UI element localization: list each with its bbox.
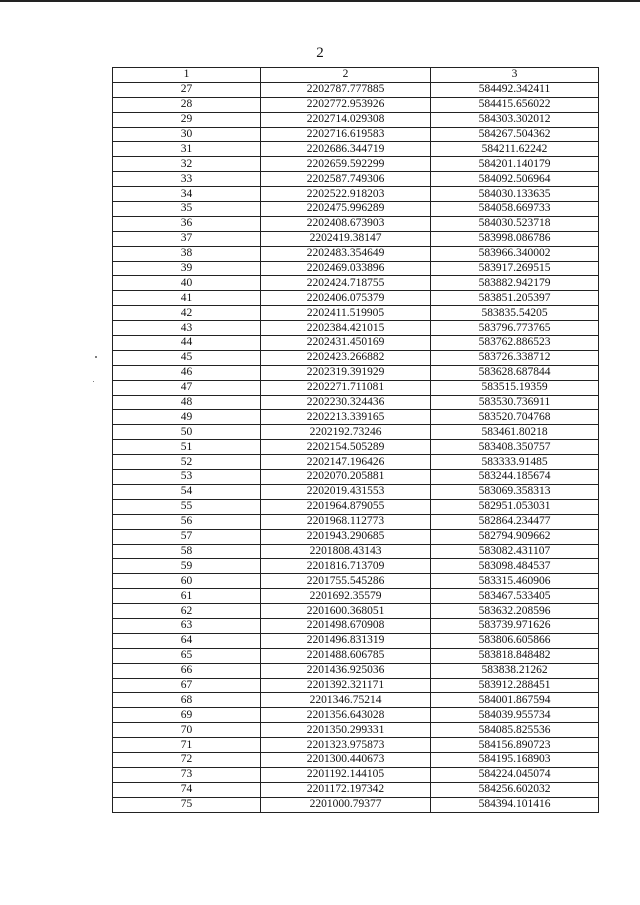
- table-row: [113, 470, 599, 485]
- x-coordinate-cell: 2201496.831319: [261, 633, 431, 648]
- y-coordinate-cell: 582951.053031: [431, 499, 599, 514]
- point-number-cell: 64: [113, 633, 261, 648]
- table-row: [113, 752, 599, 767]
- x-coordinate-cell: 2201488.606785: [261, 648, 431, 663]
- x-coordinate-cell: 2202587.749306: [261, 172, 431, 187]
- table-row: [113, 172, 599, 187]
- x-coordinate-cell: 2201755.545286: [261, 574, 431, 589]
- y-coordinate-cell: 583806.605866: [431, 633, 599, 648]
- point-number-cell: 48: [113, 395, 261, 410]
- x-coordinate-cell: 2201392.321171: [261, 678, 431, 693]
- point-number-cell: 72: [113, 752, 261, 767]
- x-coordinate-cell: 2202406.075379: [261, 291, 431, 306]
- y-coordinate-cell: 584195.168903: [431, 752, 599, 767]
- x-coordinate-cell: 2201692.35579: [261, 589, 431, 604]
- table-row: [113, 321, 599, 336]
- y-coordinate-cell: 583069.358313: [431, 484, 599, 499]
- point-number-cell: 39: [113, 261, 261, 276]
- x-coordinate-cell: 2202419.38147: [261, 231, 431, 246]
- y-coordinate-cell: 583838.21262: [431, 663, 599, 678]
- x-coordinate-cell: 2201943.290685: [261, 529, 431, 544]
- table-row: [113, 127, 599, 142]
- y-coordinate-cell: 584492.342411: [431, 82, 599, 97]
- table-body: [113, 82, 599, 812]
- point-number-cell: 40: [113, 276, 261, 291]
- y-coordinate-cell: 583796.773765: [431, 321, 599, 336]
- y-coordinate-cell: 582864.234477: [431, 514, 599, 529]
- point-number-cell: 30: [113, 127, 261, 142]
- y-coordinate-cell: 583726.338712: [431, 350, 599, 365]
- table-header-row: [113, 68, 599, 83]
- x-coordinate-cell: 2202154.505289: [261, 440, 431, 455]
- y-coordinate-cell: 583998.086786: [431, 231, 599, 246]
- y-coordinate-cell: 583244.185674: [431, 470, 599, 485]
- x-coordinate-cell: 2201172.197342: [261, 782, 431, 797]
- y-coordinate-cell: 583333.91485: [431, 455, 599, 470]
- point-number-cell: 34: [113, 187, 261, 202]
- y-coordinate-cell: 584267.504362: [431, 127, 599, 142]
- column-header-2: 2: [261, 68, 431, 83]
- y-coordinate-cell: 583082.431107: [431, 544, 599, 559]
- table-row: [113, 291, 599, 306]
- y-coordinate-cell: 583966.340002: [431, 246, 599, 261]
- y-coordinate-cell: 584058.669733: [431, 202, 599, 217]
- x-coordinate-cell: 2202384.421015: [261, 321, 431, 336]
- table-row: [113, 559, 599, 574]
- x-coordinate-cell: 2201600.368051: [261, 604, 431, 619]
- y-coordinate-cell: 584085.825536: [431, 723, 599, 738]
- point-number-cell: 46: [113, 365, 261, 380]
- x-coordinate-cell: 2202483.354649: [261, 246, 431, 261]
- point-number-cell: 51: [113, 440, 261, 455]
- y-coordinate-cell: 583835.54205: [431, 306, 599, 321]
- point-number-cell: 27: [113, 82, 261, 97]
- table-row: [113, 738, 599, 753]
- y-coordinate-cell: 584211.62242: [431, 142, 599, 157]
- point-number-cell: 67: [113, 678, 261, 693]
- point-number-cell: 60: [113, 574, 261, 589]
- point-number-cell: 73: [113, 767, 261, 782]
- point-number-cell: 54: [113, 484, 261, 499]
- table-row: [113, 410, 599, 425]
- table-row: [113, 187, 599, 202]
- y-coordinate-cell: 584415.656022: [431, 97, 599, 112]
- y-coordinate-cell: 583632.208596: [431, 604, 599, 619]
- y-coordinate-cell: 584256.602032: [431, 782, 599, 797]
- point-number-cell: 31: [113, 142, 261, 157]
- y-coordinate-cell: 582794.909662: [431, 529, 599, 544]
- y-coordinate-cell: 583098.484537: [431, 559, 599, 574]
- point-number-cell: 59: [113, 559, 261, 574]
- y-coordinate-cell: 584030.133635: [431, 187, 599, 202]
- x-coordinate-cell: 2202522.918203: [261, 187, 431, 202]
- y-coordinate-cell: 583882.942179: [431, 276, 599, 291]
- point-number-cell: 63: [113, 618, 261, 633]
- point-number-cell: 75: [113, 797, 261, 812]
- x-coordinate-cell: 2202411.519905: [261, 306, 431, 321]
- table-row: [113, 97, 599, 112]
- point-number-cell: 49: [113, 410, 261, 425]
- table-row: [113, 499, 599, 514]
- table-row: [113, 484, 599, 499]
- point-number-cell: 56: [113, 514, 261, 529]
- point-number-cell: 70: [113, 723, 261, 738]
- table-row: [113, 246, 599, 261]
- point-number-cell: 65: [113, 648, 261, 663]
- top-border-line: [0, 0, 640, 2]
- x-coordinate-cell: 2202714.029308: [261, 112, 431, 127]
- point-number-cell: 37: [113, 231, 261, 246]
- table-row: [113, 336, 599, 351]
- x-coordinate-cell: 2201964.879055: [261, 499, 431, 514]
- y-coordinate-cell: 583912.288451: [431, 678, 599, 693]
- x-coordinate-cell: 2201323.975873: [261, 738, 431, 753]
- table-row: [113, 633, 599, 648]
- table-row: [113, 261, 599, 276]
- y-coordinate-cell: 583461.80218: [431, 425, 599, 440]
- x-coordinate-cell: 2202192.73246: [261, 425, 431, 440]
- x-coordinate-cell: 2202431.450169: [261, 336, 431, 351]
- y-coordinate-cell: 583851.205397: [431, 291, 599, 306]
- y-coordinate-cell: 584394.101416: [431, 797, 599, 812]
- y-coordinate-cell: 584156.890723: [431, 738, 599, 753]
- x-coordinate-cell: 2202019.431553: [261, 484, 431, 499]
- x-coordinate-cell: 2201346.75214: [261, 693, 431, 708]
- table-row: [113, 276, 599, 291]
- y-coordinate-cell: 584303.302012: [431, 112, 599, 127]
- x-coordinate-cell: 2202319.391929: [261, 365, 431, 380]
- x-coordinate-cell: 2201816.713709: [261, 559, 431, 574]
- x-coordinate-cell: 2201300.440673: [261, 752, 431, 767]
- x-coordinate-cell: 2201808.43143: [261, 544, 431, 559]
- x-coordinate-cell: 2202423.266882: [261, 350, 431, 365]
- x-coordinate-cell: 2201498.670908: [261, 618, 431, 633]
- table-row: [113, 589, 599, 604]
- y-coordinate-cell: 583515.19359: [431, 380, 599, 395]
- table-row: [113, 529, 599, 544]
- point-number-cell: 45: [113, 350, 261, 365]
- y-coordinate-cell: 584030.523718: [431, 216, 599, 231]
- x-coordinate-cell: 2201000.79377: [261, 797, 431, 812]
- table-row: [113, 782, 599, 797]
- y-coordinate-cell: 584201.140179: [431, 157, 599, 172]
- point-number-cell: 74: [113, 782, 261, 797]
- x-coordinate-cell: 2202475.996289: [261, 202, 431, 217]
- table-row: [113, 455, 599, 470]
- table-row: [113, 231, 599, 246]
- table-row: [113, 723, 599, 738]
- x-coordinate-cell: 2202716.619583: [261, 127, 431, 142]
- y-coordinate-cell: 583628.687844: [431, 365, 599, 380]
- x-coordinate-cell: 2202271.711081: [261, 380, 431, 395]
- x-coordinate-cell: 2202230.324436: [261, 395, 431, 410]
- point-number-cell: 47: [113, 380, 261, 395]
- point-number-cell: 38: [113, 246, 261, 261]
- table-row: [113, 306, 599, 321]
- table-row: [113, 440, 599, 455]
- point-number-cell: 36: [113, 216, 261, 231]
- table-row: [113, 112, 599, 127]
- x-coordinate-cell: 2202686.344719: [261, 142, 431, 157]
- table-row: [113, 767, 599, 782]
- x-coordinate-cell: 2202424.718755: [261, 276, 431, 291]
- point-number-cell: 35: [113, 202, 261, 217]
- point-number-cell: 33: [113, 172, 261, 187]
- x-coordinate-cell: 2202213.339165: [261, 410, 431, 425]
- point-number-cell: 44: [113, 336, 261, 351]
- table-row: [113, 350, 599, 365]
- x-coordinate-cell: 2202469.033896: [261, 261, 431, 276]
- table-row: [113, 618, 599, 633]
- table-row: [113, 216, 599, 231]
- y-coordinate-cell: 584092.506964: [431, 172, 599, 187]
- y-coordinate-cell: 584224.045074: [431, 767, 599, 782]
- point-number-cell: 66: [113, 663, 261, 678]
- table-row: [113, 202, 599, 217]
- point-number-cell: 71: [113, 738, 261, 753]
- point-number-cell: 52: [113, 455, 261, 470]
- point-number-cell: 42: [113, 306, 261, 321]
- y-coordinate-cell: 583739.971626: [431, 618, 599, 633]
- y-coordinate-cell: 583762.886523: [431, 336, 599, 351]
- y-coordinate-cell: 583315.460906: [431, 574, 599, 589]
- x-coordinate-cell: 2202787.777885: [261, 82, 431, 97]
- x-coordinate-cell: 2201968.112773: [261, 514, 431, 529]
- coordinates-table: [112, 67, 599, 813]
- point-number-cell: 55: [113, 499, 261, 514]
- scan-speck: [93, 381, 94, 382]
- table-row: [113, 797, 599, 812]
- table-row: [113, 604, 599, 619]
- table-row: [113, 693, 599, 708]
- point-number-cell: 29: [113, 112, 261, 127]
- table-row: [113, 82, 599, 97]
- y-coordinate-cell: 583530.736911: [431, 395, 599, 410]
- x-coordinate-cell: 2202659.592299: [261, 157, 431, 172]
- scan-speck: [95, 356, 97, 358]
- table-row: [113, 574, 599, 589]
- point-number-cell: 68: [113, 693, 261, 708]
- point-number-cell: 58: [113, 544, 261, 559]
- table-row: [113, 395, 599, 410]
- page-number: 2: [316, 45, 324, 61]
- table-row: [113, 678, 599, 693]
- point-number-cell: 50: [113, 425, 261, 440]
- table-row: [113, 425, 599, 440]
- y-coordinate-cell: 583818.848482: [431, 648, 599, 663]
- point-number-cell: 43: [113, 321, 261, 336]
- table-row: [113, 380, 599, 395]
- table-row: [113, 663, 599, 678]
- x-coordinate-cell: 2202408.673903: [261, 216, 431, 231]
- x-coordinate-cell: 2201436.925036: [261, 663, 431, 678]
- column-header-3: 3: [431, 68, 599, 83]
- point-number-cell: 53: [113, 470, 261, 485]
- x-coordinate-cell: 2202772.953926: [261, 97, 431, 112]
- point-number-cell: 28: [113, 97, 261, 112]
- table-row: [113, 365, 599, 380]
- y-coordinate-cell: 583467.533405: [431, 589, 599, 604]
- x-coordinate-cell: 2201350.299331: [261, 723, 431, 738]
- point-number-cell: 41: [113, 291, 261, 306]
- x-coordinate-cell: 2202070.205881: [261, 470, 431, 485]
- y-coordinate-cell: 583917.269515: [431, 261, 599, 276]
- y-coordinate-cell: 583520.704768: [431, 410, 599, 425]
- column-header-1: 1: [113, 68, 261, 83]
- point-number-cell: 57: [113, 529, 261, 544]
- x-coordinate-cell: 2201356.643028: [261, 708, 431, 723]
- table-row: [113, 544, 599, 559]
- y-coordinate-cell: 584039.955734: [431, 708, 599, 723]
- table-row: [113, 514, 599, 529]
- point-number-cell: 32: [113, 157, 261, 172]
- y-coordinate-cell: 583408.350757: [431, 440, 599, 455]
- point-number-cell: 62: [113, 604, 261, 619]
- y-coordinate-cell: 584001.867594: [431, 693, 599, 708]
- x-coordinate-cell: 2201192.144105: [261, 767, 431, 782]
- table-row: [113, 142, 599, 157]
- table-row: [113, 157, 599, 172]
- table-row: [113, 708, 599, 723]
- x-coordinate-cell: 2202147.196426: [261, 455, 431, 470]
- point-number-cell: 69: [113, 708, 261, 723]
- table-row: [113, 648, 599, 663]
- point-number-cell: 61: [113, 589, 261, 604]
